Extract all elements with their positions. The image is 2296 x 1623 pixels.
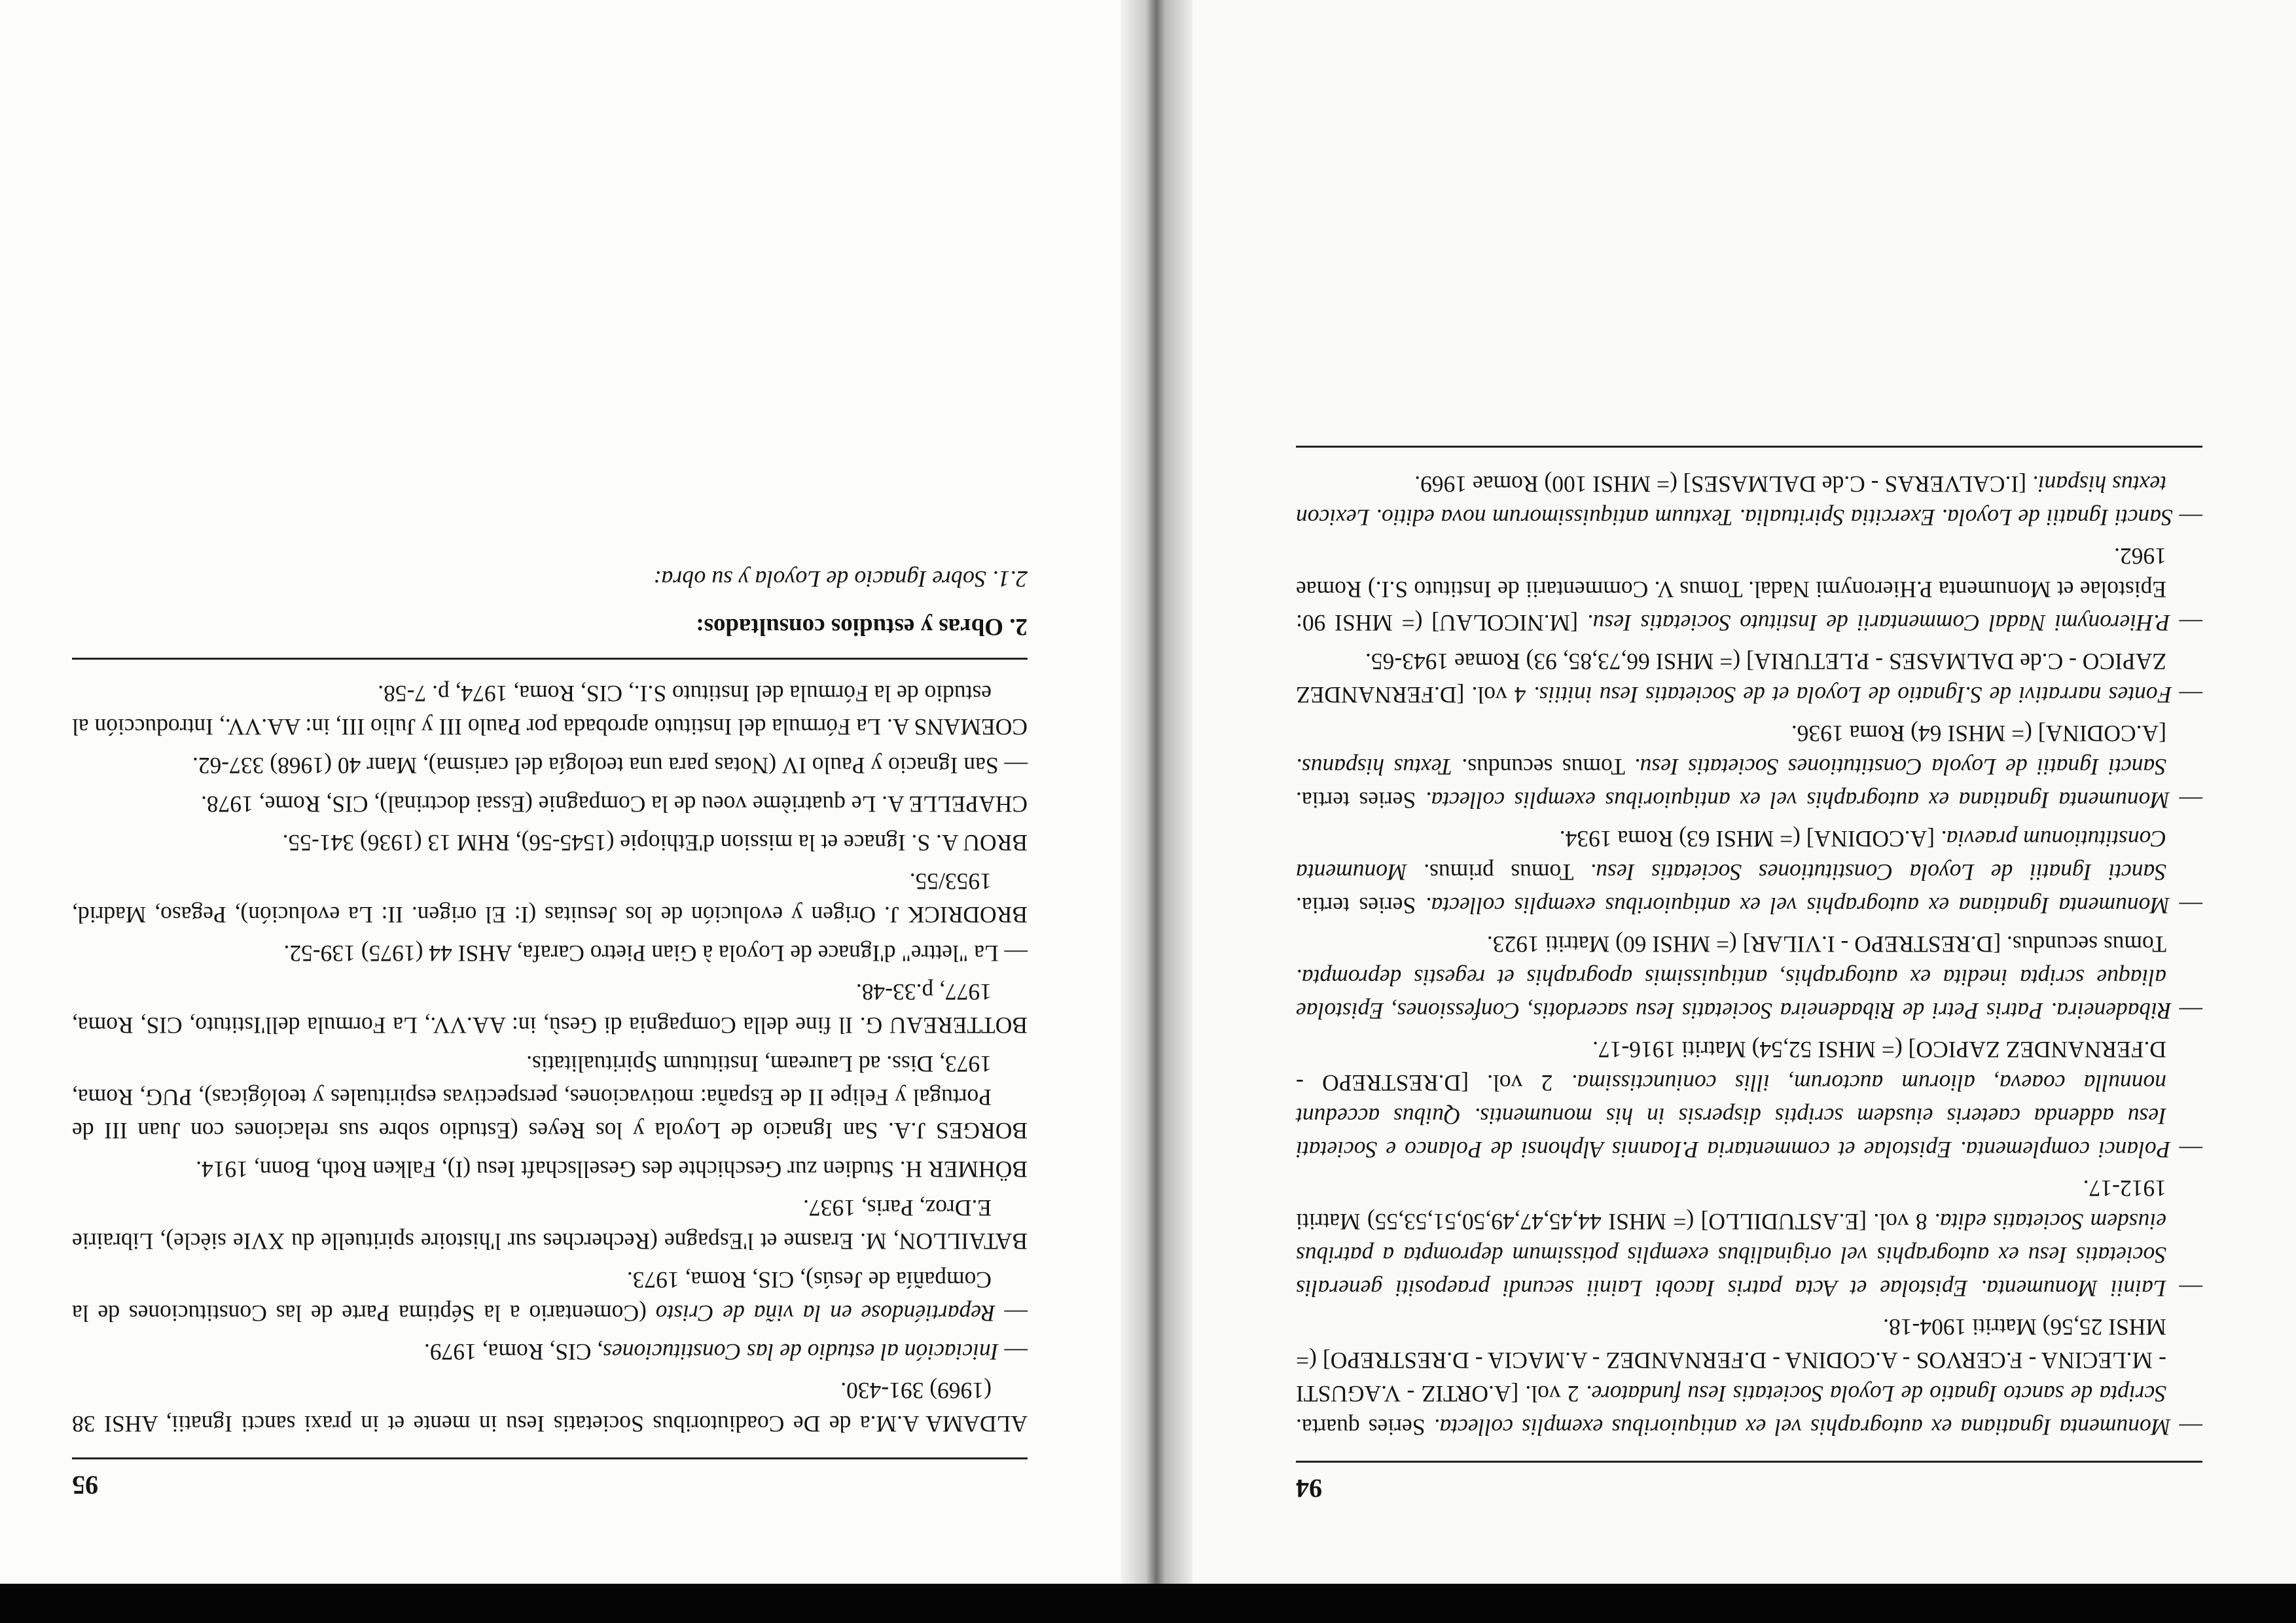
header-rule bbox=[1296, 1461, 2202, 1463]
bibliography-entry bbox=[72, 677, 1028, 743]
header-rule bbox=[72, 1457, 1028, 1459]
entry-dash: — bbox=[998, 1339, 1028, 1365]
entry-text: [A.CODINA] (= MHSI 64) Roma 1936. bbox=[1791, 721, 2166, 747]
entry-text: La Fórmula del Instituto aprobada por Paulo III y Julio III, in: AA.VV., Introducción al estudio de la Fórmula del Instituto S.I., CIS, Roma, 1974, p. 7-58. bbox=[72, 681, 992, 740]
entry-dash: — bbox=[998, 753, 1028, 779]
bibliography-entry bbox=[1296, 1171, 2202, 1305]
entry-text: San Ignacio y Paulo IV (Notas para una teología del carisma), Manr 40 (1968) 337-62. bbox=[192, 753, 999, 779]
entry-author: CHAPELLE A. bbox=[882, 791, 1028, 817]
subsection-title: 2.1. Sobre Ignacio de Loyola y su obra: bbox=[653, 566, 1028, 592]
entry-text: 2 vol. [D.RESTREPO - D.FERNANDEZ ZAPICO] (= MHSI 52,54) Matriti 1916-17. bbox=[1296, 1037, 2166, 1096]
entry-text: Series quarta. bbox=[1295, 1414, 1434, 1440]
bibliography-entry bbox=[72, 787, 1028, 821]
entry-author: BOTTEREAU G. bbox=[859, 1012, 1028, 1039]
entry-title: Textus hispanus. bbox=[1296, 754, 1452, 780]
entry-dash: — bbox=[2170, 1414, 2202, 1440]
book-gutter bbox=[1121, 0, 1193, 1623]
entry-author: ALDAMA A.M.a de bbox=[829, 1411, 1028, 1437]
entry-text: Il fine della Compagnia di Gesù, in: AA.VV., La Formula dell'Istituto, CIS, Roma, 1977, p.33-48. bbox=[72, 979, 992, 1039]
scan-border bbox=[0, 1584, 2296, 1623]
entry-title: Polanci complementa. Epistolae et commentaria P.Ioannis Alphonsi de Polanco e Societati Iesu addenda caeteris eiusdem scriptis dispersis in his monumentis. Quibus accedunt nonnulla coaeva, aliorum auctorum, illis coniunctissima. bbox=[1296, 1070, 2171, 1163]
entry-author: BRODRICK J. bbox=[884, 902, 1028, 928]
entry-title: Monumenta Constitutionum praevia. bbox=[1296, 826, 2166, 885]
entry-title: Scripta de sancto Ignatio de Loyola Societatis Iesu fundatore. bbox=[1585, 1381, 2166, 1407]
entry-title: Lainii Monumenta. Epistolae et Acta patris Iacobi Lainii secundi praepositi generalis Societatis Iesu ex autographis vel originalibus exemplis potissimum deprompta a patribus eiusdem Societatis edita. bbox=[1295, 1209, 2166, 1302]
entry-text: 8 vol. [E.ASTUDILLO] (= MHSI 44,45,47,49,50,51,53,55) Matriti 1912-17. bbox=[1295, 1175, 2166, 1235]
entry-text: S. Ignace et la mission d'Ethiopie (1545-56), RHM 13 (1936) 341-55. bbox=[282, 830, 936, 856]
bibliography-entry bbox=[1296, 822, 2202, 922]
entry-text: Series tertia. bbox=[1296, 893, 1426, 919]
bibliography-entry bbox=[72, 865, 1028, 931]
entry-author: BATAILLON, M. bbox=[860, 1228, 1028, 1255]
entry-text: [A.CODINA] (= MHSI 63) Roma 1934. bbox=[1559, 826, 1941, 852]
bibliography-entry bbox=[1296, 1033, 2202, 1166]
section-title: 2. Obras y estudios consultados: bbox=[696, 613, 1028, 640]
entry-text: Series tertia. bbox=[1296, 787, 1426, 813]
entry-dash: — bbox=[2170, 1137, 2202, 1163]
section-rule bbox=[72, 658, 1028, 660]
bibliography-entry bbox=[72, 1047, 1028, 1147]
bibliography-list bbox=[72, 677, 1028, 1440]
entry-text: Erasme et l'Espagne (Recherches sur l'histoire spirituelle du XVIe siècle), Librairie E.Droz, Paris, 1937. bbox=[72, 1195, 992, 1255]
bibliography-entry bbox=[72, 936, 1028, 970]
entry-text: [I.CALVERAS - C.de DALMASES] (= MHSI 100) Romae 1969. bbox=[1414, 471, 2032, 497]
bibliography-entry bbox=[1296, 927, 2202, 1027]
entry-title: Sancti Ignatii de Loyola Constitutiones Societatis Iesu. bbox=[1590, 859, 2166, 885]
entry-title: Repartiéndose en la viña de Cristo bbox=[655, 1300, 996, 1327]
entry-title: Iniciación al estudio de las Constituciones bbox=[603, 1339, 999, 1365]
entry-text: Origen y evolución de los Jesuitas (I: El origen. II: La evolución), Pegaso, Madrid, 1953/55. bbox=[72, 868, 992, 928]
entry-dash: — bbox=[2166, 1275, 2202, 1302]
bottom-rule bbox=[1296, 446, 2202, 448]
entry-text: Le quatrième voeu de la Compagnie (Essai doctrinal), CIS, Rome, 1978. bbox=[201, 791, 882, 817]
entry-title: Ribadeneira. Patris Petri de Ribadeneira Societatis Iesu sacerdotis, Confessiones, Epistolae aliaque scripta inedita ex autographis, antiquissimis apographis et regestis deprompta. bbox=[1295, 965, 2172, 1024]
entry-title: Sancti Ignatii de Loyola Constitutiones Societatis Iesu. bbox=[1634, 754, 2166, 780]
entry-title: Monumenta Ignatiana ex autographis vel ex antiquioribus exemplis collecta. bbox=[1425, 893, 2170, 919]
bibliography-entry bbox=[72, 1335, 1028, 1368]
entry-title: Monumenta Ignatiana ex autographis vel ex antiquioribus exemplis collecta. bbox=[1433, 1414, 2171, 1440]
bibliography-entry bbox=[72, 1263, 1028, 1330]
entry-text: De Coadiutoribus Societatis Iesu in mente et in praxi sancti Ignatii, AHSI 38 (1969) 391-430. bbox=[72, 1378, 992, 1437]
entry-text: , CIS, Roma, 1979. bbox=[424, 1339, 603, 1365]
page-94-content bbox=[1296, 141, 2202, 1515]
entry-dash: — bbox=[2172, 505, 2202, 531]
entry-text: 2 vol. [A.ORTIZ - V.AGUSTI - M.LECINA - F.CERVOS - A.CODINA - D.FERNANDEZ - A.MACIA - D.RESTREPO] (= MHSI 25,56) Matriti 1904-18. bbox=[1296, 1314, 2166, 1407]
bibliography-entry bbox=[1296, 1310, 2202, 1444]
entry-title: Monumenta Ignatiana ex autographis vel ex antiquioribus exemplis collecta. bbox=[1425, 787, 2170, 813]
page-94-body bbox=[1296, 446, 2202, 1444]
entry-text: (Comentario a la Séptima Parte de las Constituciones de la Compañía de Jesús), CIS, Roma, 1973. bbox=[71, 1267, 992, 1327]
entry-title: Sancti Ignatii de Loyola. Exercitia Spiritualia. Textuum antiquissimorum nova editio. Lexicon textus hispani. bbox=[1295, 471, 2173, 531]
bibliography-entry bbox=[72, 1152, 1028, 1186]
bibliography-entry bbox=[1296, 467, 2202, 534]
page-95-body bbox=[72, 562, 1028, 1440]
bibliography-entry bbox=[1296, 645, 2202, 711]
page-number: 95 bbox=[72, 1471, 98, 1501]
entry-title: P.Hieronymi Nadal Commentarii de Instituto Societatis Iesu. bbox=[1587, 610, 2170, 636]
bibliography-entry bbox=[72, 975, 1028, 1042]
entry-author: BÖHMER H. bbox=[899, 1156, 1028, 1183]
entry-text: [M.NICOLAU] (= MHSI 90: Epistolae et Monumenta P.Hieronymi Nadal. Tomus V. Commentarii de Instituto S.I.) Romae 1962. bbox=[1295, 543, 2166, 636]
bibliography-list bbox=[1296, 467, 2202, 1444]
bibliography-entry bbox=[72, 1191, 1028, 1258]
page-95 bbox=[0, 0, 1145, 1623]
entry-dash: — bbox=[2171, 998, 2202, 1024]
entry-text: 4 vol. [D.FERNANDEZ ZAPICO - C.de DALMASES - P.LETURIA] (= MHSI 66,73,85, 93) Romae 1943-65. bbox=[1295, 649, 2166, 708]
page-95-header bbox=[72, 1459, 1028, 1512]
page-94 bbox=[1165, 0, 2296, 1623]
entry-dash: — bbox=[998, 940, 1028, 967]
entry-dash: — bbox=[2169, 787, 2202, 813]
bibliography-entry bbox=[72, 826, 1028, 859]
page-number: 94 bbox=[1296, 1474, 1322, 1504]
entry-dash: — bbox=[2170, 610, 2202, 636]
entry-title: Fontes narrativi de S.Ignatio de Loyola et de Societatis Iesu initiis. bbox=[1533, 682, 2172, 708]
entry-dash: — bbox=[2172, 682, 2202, 708]
bibliography-entry bbox=[72, 1374, 1028, 1440]
page-95-content bbox=[72, 85, 1028, 1512]
bibliography-entry bbox=[1296, 539, 2202, 639]
entry-dash: — bbox=[2169, 893, 2202, 919]
entry-text: Studien zur Geschichte des Gesellschaft Iesu (I), Falken Roth, Bonn, 1914. bbox=[196, 1156, 900, 1183]
page-94-header bbox=[1296, 1463, 2202, 1515]
bibliography-entry bbox=[1296, 717, 2202, 817]
entry-author: BROU A. bbox=[935, 830, 1028, 856]
entry-text: La "lettre" d'Ignace de Loyola à Gian Pietro Carafa, AHSI 44 (1975) 139-52. bbox=[283, 940, 999, 967]
entry-dash: — bbox=[995, 1300, 1028, 1327]
entry-text: Tomus primus. bbox=[1407, 859, 1590, 885]
entry-text: Tomus secundus. bbox=[1452, 754, 1634, 780]
entry-author: BORGES J.A. bbox=[888, 1118, 1028, 1144]
bibliography-entry bbox=[72, 749, 1028, 782]
entry-author: COEMANS A. bbox=[886, 714, 1028, 740]
entry-text: San Ignacio de Loyola y los Reyes (Estudio sobre sus relaciones con Juan III de Portugal y Felipe II de España: motivaciones, perspectivas espirituales y teológicas), PUG, Roma, 1973, Diss. ad Lauream, Institutum Spiritualitatis. bbox=[72, 1051, 992, 1144]
entry-text: Tomus secundus. [D.RESTREPO - I.VILAR] (= MHSI 60) Matriti 1923. bbox=[1486, 931, 2166, 957]
